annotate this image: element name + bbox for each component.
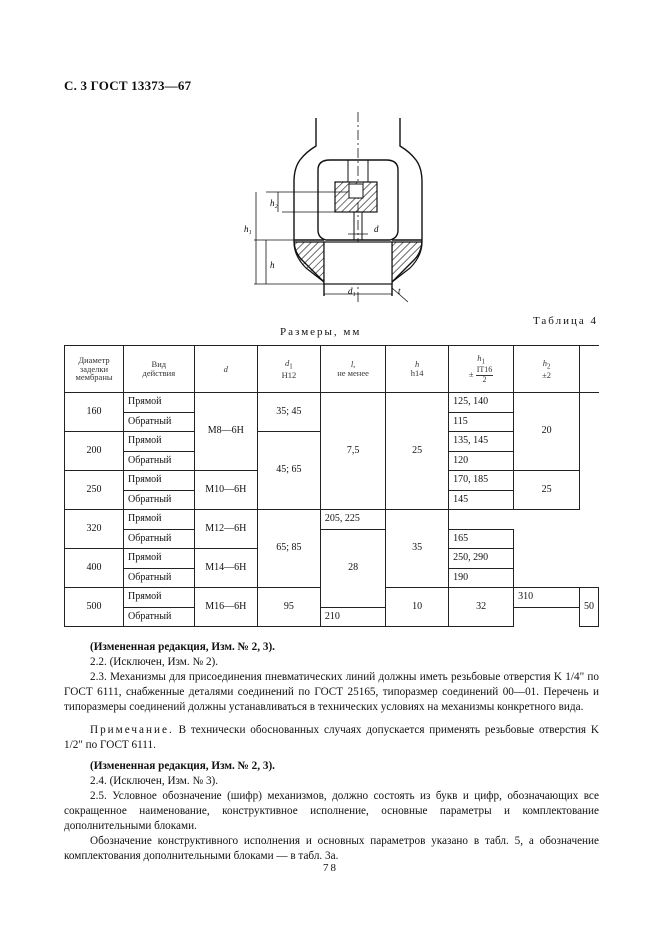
cell-h1: 190 xyxy=(449,568,514,588)
cell-d: M14—6H xyxy=(194,549,257,588)
paragraph: Обозначение конструктивного исполнения и основных параметров указано в табл. 5, а обозначение комплектования дополнительными блоками — в табл. 3а. xyxy=(64,835,599,862)
col-header-h2: $h_2$ ±2 xyxy=(514,346,580,393)
col-header-d: d xyxy=(194,346,257,393)
cell-d1: 35; 45 xyxy=(257,393,320,432)
note-label: Примечание. xyxy=(90,724,174,736)
cell-type: Обратный xyxy=(124,490,195,510)
note-text: В технически обоснованных случаях допускается применять резьбовые отверстия K 1/2" по ГОСТ 6111. xyxy=(64,724,599,751)
cell-h1: 145 xyxy=(449,490,514,510)
page-number: 78 xyxy=(323,862,338,874)
cell-d1: 45; 65 xyxy=(257,432,320,510)
cell-type: Прямой xyxy=(124,393,195,413)
cell-d: M8—6H xyxy=(194,393,257,471)
cell-h1: 205, 225 xyxy=(320,510,385,530)
cell-h2: 25 xyxy=(514,471,580,510)
dim-h1: h₁ xyxy=(244,224,252,234)
cell-type: Прямой xyxy=(124,510,195,530)
cell-h1: 250, 290 xyxy=(449,549,514,569)
table-units: Размеры, мм xyxy=(280,326,362,338)
dim-h: h xyxy=(270,260,275,270)
table-row xyxy=(65,607,599,627)
cell-h1: 210 xyxy=(320,607,385,627)
cell-diameter: 320 xyxy=(65,510,124,549)
cell-diameter: 500 xyxy=(65,588,124,627)
col-header-h1: $h_1$ ± $\frac{IT16}{2}$ xyxy=(449,346,514,393)
cell-h1: 170, 185 xyxy=(449,471,514,491)
col-header-diameter: Диаметр заделки мембраны xyxy=(65,346,124,393)
cell-h1: 120 xyxy=(449,451,514,471)
cell-d1: 65; 85 xyxy=(257,510,320,588)
cell-h: 32 xyxy=(449,588,514,627)
col-header-d1: $d_1$ H12 xyxy=(257,346,320,393)
dim-d: d xyxy=(374,224,379,234)
col-header-l: l, не менее xyxy=(320,346,385,393)
paragraph: 2.2. (Исключен, Изм. № 2). xyxy=(90,656,219,668)
technical-drawing xyxy=(236,112,436,307)
table-caption: Таблица 4 xyxy=(532,315,598,327)
cell-h: 28 xyxy=(320,529,385,607)
cell-h: 25 xyxy=(386,393,449,510)
body-text xyxy=(64,640,599,864)
cell-h1: 310 xyxy=(514,588,580,608)
col-header-h: h h14 xyxy=(386,346,449,393)
cell-l: 10 xyxy=(386,588,449,627)
cell-d: M16—6H xyxy=(194,588,257,627)
dim-t: t xyxy=(398,286,401,296)
cell-h1: 165 xyxy=(449,529,514,549)
cell-type: Обратный xyxy=(124,529,195,549)
note-paragraph xyxy=(64,723,599,753)
cell-type: Обратный xyxy=(124,451,195,471)
paragraph: (Измененная редакция, Изм. № 2, 3). xyxy=(90,760,275,772)
dim-d1: d₁ xyxy=(348,286,356,296)
paragraph: 2.5. Условное обозначение (шифр) механизмов, должно состоять из букв и цифр, обозначающих все сокращенное наименование, конструктивное исполнение, основные параметры и комплектование дополнительными блоками. xyxy=(64,790,599,832)
cell-h2: 50 xyxy=(580,588,599,627)
paragraph: 2.3. Механизмы для присоединения пневматических линий должны иметь резьбовые отверстия K 1/4" по ГОСТ 6111, снабженные деталями соединений по ГОСТ 25165, типоразмер соединений 00—01. Перечень и типоразмеры соединений должны устанавливаться в технических условиях на механизмы конкретного вида. xyxy=(64,671,599,713)
cell-type: Прямой xyxy=(124,432,195,452)
cell-diameter: 160 xyxy=(65,393,124,432)
table-row xyxy=(65,510,599,530)
cell-d: M10—6H xyxy=(194,471,257,510)
cell-h1: 135, 145 xyxy=(449,432,514,452)
page-header: С. 3 ГОСТ 13373—67 xyxy=(64,78,192,93)
cell-d: M12—6H xyxy=(194,510,257,549)
cell-d1: 95 xyxy=(257,588,320,627)
cell-type: Прямой xyxy=(124,549,195,569)
cell-diameter: 200 xyxy=(65,432,124,471)
cell-type: Обратный xyxy=(124,607,195,627)
cell-h1: 115 xyxy=(449,412,514,432)
cell-type: Прямой xyxy=(124,471,195,491)
cell-h2: 35 xyxy=(386,510,449,588)
cell-type: Прямой xyxy=(124,588,195,608)
paragraph: (Измененная редакция, Изм. № 2, 3). xyxy=(90,641,275,653)
dimensions-table xyxy=(64,345,599,627)
col-header-type: Вид действия xyxy=(124,346,195,393)
cell-type: Обратный xyxy=(124,412,195,432)
cell-l: 7,5 xyxy=(320,393,385,510)
paragraph: 2.4. (Исключен, Изм. № 3). xyxy=(90,775,219,787)
cell-h1: 125, 140 xyxy=(449,393,514,413)
cell-diameter: 400 xyxy=(65,549,124,588)
cell-type: Обратный xyxy=(124,568,195,588)
table-row xyxy=(65,393,599,413)
cell-h2: 20 xyxy=(514,393,580,471)
dim-h2: h₂ xyxy=(270,198,278,208)
table-row xyxy=(65,529,599,549)
cell-diameter: 250 xyxy=(65,471,124,510)
